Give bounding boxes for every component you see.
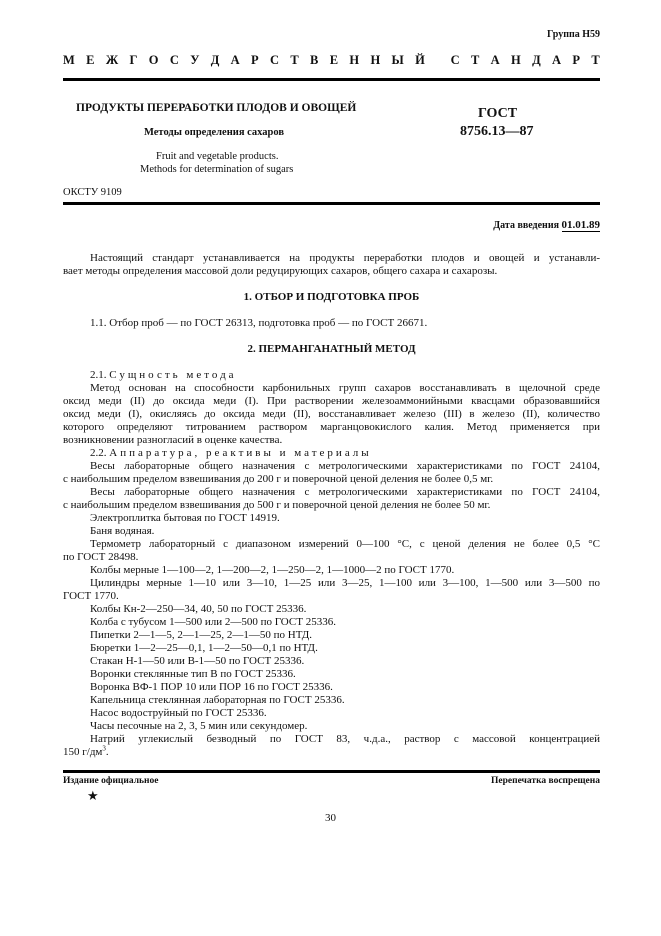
text-line [63, 616, 600, 629]
text-line [63, 434, 600, 447]
text-line [63, 382, 600, 395]
line-text: Воронка ВФ-1 ПОР 10 или ПОР 16 по ГОСТ 25336. [90, 681, 333, 693]
superscript: 3 [102, 744, 106, 753]
banner-letter: У [190, 53, 200, 67]
line-text: вает методы определения массовой доли редуцирующих сахаров, общего сахара и сахарозы. [63, 265, 498, 277]
english-title-line-1: Fruit and vegetable products. [156, 151, 279, 162]
banner-letter: В [310, 53, 319, 67]
line-text: Цилиндры мерные 1—10 или 3—10, 1—25 или 3—25, 1—100 или 3—100, 1—500 или 3—500 по [90, 577, 600, 589]
banner-letter: Е [329, 53, 339, 67]
text-line [63, 395, 600, 408]
text-line [63, 447, 600, 460]
line-text: Бюретки 1—2—25—0,1, 1—2—50—0,1 по НТД. [90, 642, 318, 654]
document-title: ПРОДУКТЫ ПЕРЕРАБОТКИ ПЛОДОВ И ОВОЩЕЙ [76, 102, 357, 114]
line-text: Пипетки 2—1—5, 2—1—25, 2—1—50 по НТД. [90, 629, 312, 641]
text-line [63, 590, 600, 603]
line-text: с наибольшим пределом взвешивания до 500 г и поверочной ценой деления не более 50 мг. [63, 499, 491, 511]
line-text: возникновении разногласий в оценке качества. [63, 434, 283, 446]
line-text: Колба с тубусом 1—500 или 2—500 по ГОСТ 25336. [90, 616, 336, 628]
text-line [63, 473, 600, 486]
text-line [63, 720, 600, 733]
header-bottom-rule [63, 202, 600, 205]
text-line [63, 278, 600, 291]
text-line [63, 408, 600, 421]
banner-letter: С [450, 53, 460, 67]
line-text: Стакан Н-1—50 или В-1—50 по ГОСТ 25336. [90, 655, 305, 667]
text-line [63, 707, 600, 720]
banner-letter: Т [290, 53, 299, 67]
banner-letter: Ж [105, 53, 119, 67]
line-text: 2.2. [90, 447, 110, 459]
line-text: 150 г/дм [63, 746, 103, 758]
line-text: 2.1. [90, 369, 110, 381]
document-subtitle: Методы определения сахаров [144, 127, 285, 138]
text-line [63, 642, 600, 655]
official-edition: Издание официальное [63, 776, 159, 786]
effective-date-value: 01.01.89 [561, 219, 600, 231]
banner-letter: А [230, 53, 240, 67]
banner-letter: А [490, 53, 500, 67]
effective-date [493, 219, 600, 231]
effective-date-label: Дата введения [493, 220, 559, 231]
text-line [63, 356, 600, 369]
banner-letter: Д [532, 53, 541, 67]
line-text: Натрий углекислый безводный по ГОСТ 83, ч.д.а., раствор с массовой концентрацией [90, 733, 600, 745]
text-line [63, 694, 600, 707]
banner-letter: Н [511, 53, 521, 67]
banner-letter [436, 54, 439, 68]
banner-letter: Й [415, 53, 425, 67]
footer-rule [63, 770, 600, 773]
line-text: Насос водоструйный по ГОСТ 25336. [90, 707, 267, 719]
line-text: оксид меди (II) до оксида меди (I). При растворении железоаммонийными квасцами образовавшийся [63, 395, 600, 407]
okstu-code: ОКСТУ 9109 [63, 187, 122, 198]
subsection-title: Сущность метода [109, 369, 237, 381]
text-line [63, 460, 600, 473]
line-text: оксид меди (I), окисляясь до оксида меди (II), восстанавливает железо (III) в железо (II), количество [63, 408, 600, 420]
banner-letter: Р [572, 53, 581, 67]
banner-letter: С [169, 53, 179, 67]
banner-letter: Д [210, 53, 220, 67]
text-line [63, 538, 600, 551]
text-line [63, 499, 600, 512]
line-text: Капельница стеклянная лабораторная по ГОСТ 25336. [90, 694, 345, 706]
text-line [63, 681, 600, 694]
line-text: с наибольшим пределом взвешивания до 200 г и поверочной ценой деления не более 0,5 мг. [63, 473, 494, 485]
star-icon: ★ [87, 788, 99, 803]
text-line [63, 486, 600, 499]
text-line [63, 551, 600, 564]
text-line [63, 668, 600, 681]
banner-letter: Т [470, 53, 480, 67]
text-line [63, 655, 600, 668]
gost-number: 8756.13—87 [460, 124, 534, 139]
banner-letter: С [270, 53, 280, 67]
banner-letter: Ы [391, 53, 404, 67]
text-line [63, 512, 600, 525]
line-text: 1. ОТБОР И ПОДГОТОВКА ПРОБ [243, 291, 420, 303]
top-rule [63, 78, 600, 81]
banner-letter: Н [370, 53, 381, 67]
line-text: Колбы Кн-2—250—34, 40, 50 по ГОСТ 25336. [90, 603, 307, 615]
text-line [63, 421, 600, 434]
line-text: ГОСТ 1770. [63, 590, 119, 602]
text-line [63, 564, 600, 577]
banner-letter: Н [349, 53, 360, 67]
line-text: Весы лабораторные общего назначения с метрологическими характеристиками по ГОСТ 24104, [90, 486, 600, 498]
banner-letter: М [63, 53, 75, 67]
document-body [63, 252, 600, 759]
line-text: которого определяют титрованием раствором марганцовокислого калия. Метод применяется при [63, 421, 600, 433]
line-text: 2. ПЕРМАНГАНАТНЫЙ МЕТОД [247, 343, 416, 355]
banner-letter: Е [86, 53, 95, 67]
line-text: Колбы мерные 1—100—2, 1—200—2, 1—250—2, 1—1000—2 по ГОСТ 1770. [90, 564, 455, 576]
text-line [63, 577, 600, 590]
section-heading [63, 291, 600, 304]
line-text: Метод основан на способности карбонильных групп сахаров восстанавливать в щелочной среде [90, 382, 600, 394]
section-heading [63, 343, 600, 356]
banner-letter: Т [591, 53, 600, 67]
text-line [63, 304, 600, 317]
banner-letter: А [552, 53, 562, 67]
text-line [63, 330, 600, 343]
line-text: Воронки стеклянные тип В по ГОСТ 25336. [90, 668, 296, 680]
line-text: 1.1. Отбор проб — по ГОСТ 26313, подготовка проб — по ГОСТ 26671. [90, 317, 428, 329]
text-line [63, 265, 600, 278]
subsection-title: Аппаратура, реактивы и материалы [109, 447, 372, 459]
line-text: Термометр лабораторный с диапазоном измерений 0—100 °С, с ценой деления не более 0,5 °С [90, 538, 600, 550]
text-line [63, 317, 600, 330]
text-line [63, 629, 600, 642]
banner-letter: Р [251, 53, 259, 67]
banner-letter: О [148, 53, 159, 67]
text-line [63, 746, 600, 759]
text-line [63, 733, 600, 746]
text-line [63, 252, 600, 265]
text-line [63, 525, 600, 538]
text-line [63, 603, 600, 616]
line-text: Весы лабораторные общего назначения с метрологическими характеристиками по ГОСТ 24104, [90, 460, 600, 472]
gost-label: ГОСТ [478, 106, 518, 121]
page-number: 30 [325, 812, 336, 824]
line-text: Электроплитка бытовая по ГОСТ 14919. [90, 512, 280, 524]
line-text: Баня водяная. [90, 525, 155, 537]
line-text-end: . [105, 746, 109, 758]
line-text: по ГОСТ 28498. [63, 551, 139, 563]
text-line [63, 369, 600, 382]
line-text: Настоящий стандарт устанавливается на продукты переработки плодов и овощей и устанавли- [90, 252, 600, 264]
reprint-notice: Перепечатка воспрещена [490, 776, 600, 786]
line-text: Часы песочные на 2, 3, 5 мин или секундомер. [90, 720, 308, 732]
banner-letter: Г [129, 53, 138, 67]
english-title-line-2: Methods for determination of sugars [140, 164, 294, 175]
group-label: Группа Н59 [547, 29, 600, 40]
standard-banner [63, 54, 600, 68]
